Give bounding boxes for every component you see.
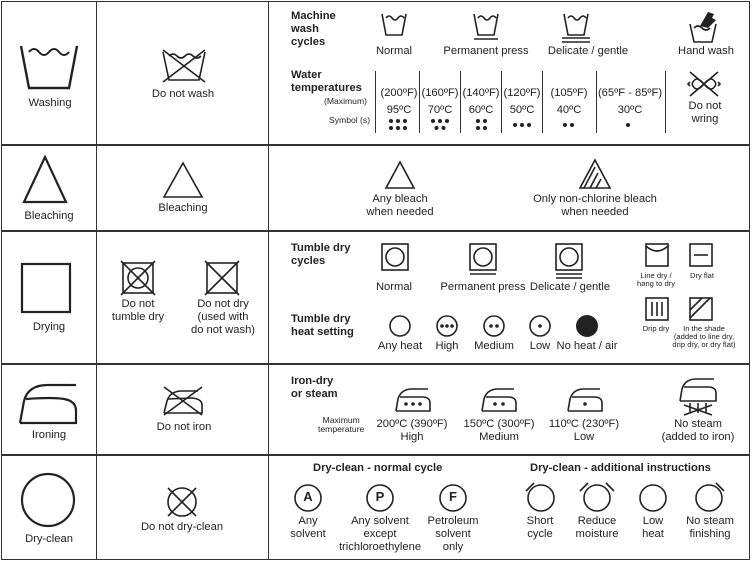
shade-dry-label: In the shade (added to line dry, drip dry, or dry flat) (672, 324, 736, 349)
iron-setting-high: 200ºC (390ºF) High (376, 418, 448, 443)
heat-medium-icon (482, 314, 506, 338)
iron-icon (18, 377, 78, 427)
dryclean-reduce-moisture: Reduce moisture (575, 515, 619, 540)
temp-c-3: 60ºC (468, 104, 494, 116)
temp-f-2: (160ºF) (421, 87, 459, 99)
drying-square-icon (20, 262, 72, 314)
no-steam-icon (676, 375, 720, 417)
wash-cycle-normal: Normal (375, 45, 413, 57)
drying-label: Drying (32, 321, 66, 333)
wash-delicate-icon (562, 11, 590, 43)
bleaching-row (1, 145, 750, 231)
iron-high-icon (394, 385, 432, 413)
do-not-dryclean-icon (164, 484, 200, 520)
ironing-row (1, 364, 750, 455)
ironing-label: Ironing (31, 429, 67, 441)
dots-four-icon (475, 118, 489, 130)
temp-f-5: (105ºF) (550, 87, 588, 99)
tumble-normal-icon (380, 242, 410, 272)
short-cycle-icon (524, 481, 558, 513)
tumble-heat-heading: Tumble dry heat setting (291, 313, 354, 338)
dryclean-any-solvent: Any solvent (290, 515, 326, 540)
low-heat-icon (637, 481, 669, 513)
temp-c-1: 95ºC (386, 104, 412, 116)
hand-wash-icon (688, 10, 718, 44)
heat-any-icon (388, 314, 412, 338)
dryclean-low-heat: Low heat (642, 515, 664, 540)
wash-normal-icon (380, 11, 408, 37)
dryclean-normal-heading: Dry-clean - normal cycle (313, 462, 443, 474)
dryclean-short-cycle: Short cycle (526, 515, 554, 540)
line-dry-label: Line dry / hang to dry (637, 271, 675, 288)
tumble-cycle-delicate: Delicate / gentle (529, 281, 611, 293)
symbols-label: Symbol (s) (329, 115, 371, 125)
iron-setting-low: 110ºC (230ºF) Low (548, 418, 620, 443)
temp-f-4: (120ºF) (503, 87, 541, 99)
water-maximum-note: (Maximum) (324, 96, 367, 106)
dryclean-row (1, 455, 750, 560)
washing-row (1, 1, 750, 145)
tumble-delicate-icon (554, 242, 584, 280)
iron-maximum-note: Maximum temperature (318, 415, 365, 434)
wash-cycle-hand: Hand wash (678, 45, 734, 57)
heat-low-icon (528, 314, 552, 338)
bleach-triangle-icon (22, 154, 68, 206)
reduce-moisture-icon (578, 479, 616, 513)
do-not-iron-label: Do not iron (156, 421, 212, 433)
dryclean-circle-icon (20, 472, 76, 528)
any-bleach-icon (384, 160, 416, 190)
tumble-dry-cycles-heading: Tumble dry cycles (291, 242, 351, 267)
tumble-permanent-press-icon (468, 242, 498, 276)
dryclean-except-trichloro: Any solvent except trichloroethylene (338, 515, 422, 553)
non-chlorine-bleach-icon (578, 158, 612, 190)
dryclean-label: Dry-clean (25, 533, 73, 545)
iron-steam-heading: Iron-dry or steam (291, 375, 338, 400)
do-not-dry-icon (204, 260, 240, 296)
dots-two-icon (562, 122, 576, 128)
dryclean-additional-heading: Dry-clean - additional instructions (530, 462, 711, 474)
temp-c-4: 50ºC (509, 104, 535, 116)
heat-high-label: High (435, 340, 459, 352)
temp-f-6: (65ºF - 85ºF) (597, 87, 663, 99)
no-steam-label: No steam (added to iron) (661, 418, 735, 443)
dryclean-letter-a: A (303, 489, 313, 504)
dry-flat-label: Dry flat (689, 271, 715, 280)
dryclean-letter-p: P (375, 489, 385, 504)
do-not-wash-icon (157, 48, 211, 84)
iron-setting-medium: 150ºC (300ºF) Medium (463, 418, 535, 443)
do-not-wring-label: Do not wring (688, 100, 722, 125)
tumble-cycle-normal: Normal (375, 281, 413, 293)
dryclean-no-steam-finishing: No steam finishing (686, 515, 734, 540)
drip-dry-icon (644, 296, 670, 322)
dryclean-petroleum: Petroleum solvent only (427, 515, 479, 553)
wash-permanent-press-icon (472, 11, 500, 41)
do-not-dry-label: Do not dry (used with do not wash) (190, 298, 256, 336)
dots-five-icon (430, 118, 450, 130)
bleach-small-triangle-icon (162, 160, 204, 200)
dryclean-letter-f: F (449, 489, 457, 504)
do-not-dryclean-label: Do not dry-clean (140, 521, 224, 533)
wash-cycle-delicate: Delicate / gentle (547, 45, 629, 57)
wash-cycle-permanent-press: Permanent press (443, 45, 529, 57)
machine-wash-heading: Machine wash cycles (291, 10, 336, 48)
heat-high-icon (435, 314, 459, 338)
washtub-icon (19, 40, 79, 92)
drying-row (1, 231, 750, 364)
do-not-tumble-dry-label: Do not tumble dry (111, 298, 165, 323)
dry-flat-icon (688, 242, 714, 268)
heat-none-icon (575, 314, 599, 338)
tumble-cycle-permanent-press: Permanent press (440, 281, 526, 293)
temp-f-3: (140ºF) (462, 87, 500, 99)
do-not-wring-icon (686, 70, 722, 98)
bleaching-label: Bleaching (24, 210, 74, 222)
iron-low-icon (566, 385, 604, 413)
any-bleach-label: Any bleach when needed (366, 193, 434, 218)
no-steam-finishing-icon (692, 481, 726, 513)
heat-medium-label: Medium (474, 340, 514, 352)
bleaching-sub-label: Bleaching (158, 202, 208, 214)
do-not-tumble-dry-icon (120, 260, 156, 296)
do-not-wash-label: Do not wash (151, 88, 215, 100)
dots-three-icon (512, 122, 532, 128)
dots-six-icon (388, 118, 408, 130)
shade-dry-icon (688, 296, 714, 322)
line-dry-icon (644, 242, 670, 268)
water-temperatures-heading: Water temperatures (291, 69, 362, 94)
temp-c-2: 70ºC (427, 104, 453, 116)
do-not-iron-icon (158, 385, 208, 417)
temp-f-1: (200ºF) (380, 87, 418, 99)
non-chlorine-bleach-label: Only non-chlorine bleach when needed (533, 193, 657, 218)
iron-medium-icon (480, 385, 518, 413)
dots-one-icon (625, 122, 631, 128)
temp-c-5: 40ºC (556, 104, 582, 116)
temp-c-6: 30ºC (617, 104, 643, 116)
heat-low-label: Low (529, 340, 551, 352)
washing-label: Washing (28, 97, 72, 109)
drip-dry-label: Drip dry (642, 324, 670, 333)
heat-none-label: No heat / air (556, 340, 618, 352)
heat-any-label: Any heat (377, 340, 423, 352)
